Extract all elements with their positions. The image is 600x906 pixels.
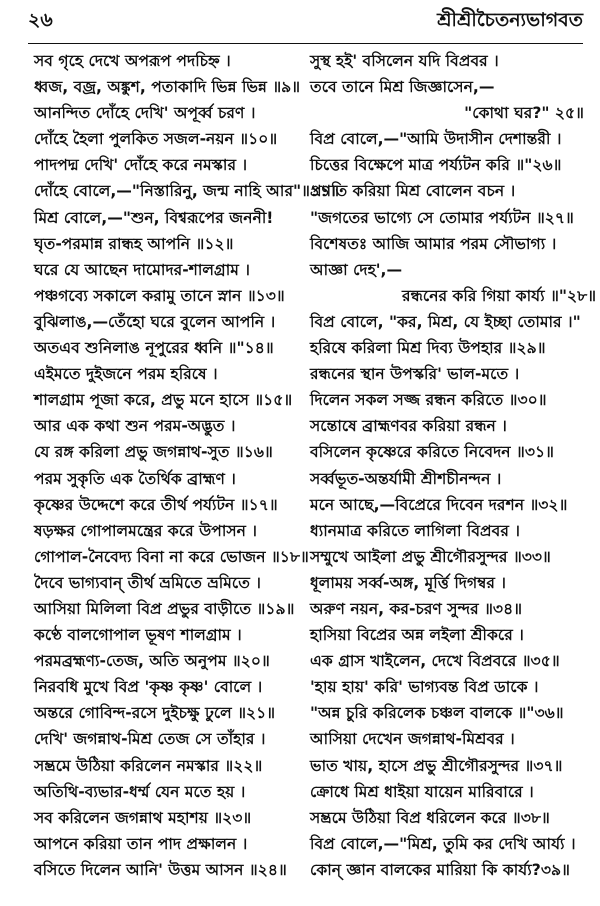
verse-line: অন্তরে গোবিন্দ-রসে দুইচক্ষু ঢুলে ॥২১॥ bbox=[34, 704, 276, 723]
verse-line: নিরবধি মুখে বিপ্র 'কৃষ্ণ কৃষ্ণ' বোলে । bbox=[34, 678, 263, 697]
verse-line: ধ্যানমাত্র করিতে লাগিলা বিপ্রবর । bbox=[310, 521, 520, 540]
verse-line: ষড়ক্ষর গোপালমন্ত্রের করে উপাসন । bbox=[34, 521, 257, 540]
verse-line: 'হায় হায়' করি' ভাগ্যবন্ত বিপ্র ডাকে । bbox=[310, 678, 539, 697]
verse-line: দিলেন সকল সজ্জ রন্ধন করিতে ॥৩০॥ bbox=[310, 391, 547, 410]
page-number: ২৬ bbox=[28, 9, 53, 31]
verse-line: বিশেষতঃ আজি আমার পরম সৌভাগ্য । bbox=[310, 234, 557, 253]
verse-line: কৃষ্ণের উদ্দেশে করে তীর্থ পর্য্যটন ॥১৭॥ bbox=[34, 495, 278, 514]
verse-line: বিপ্র বোলে, "কর, মিশ্র, যে ইচ্ছা তোমার ।" bbox=[310, 312, 581, 331]
verse-line: "জগতের ভাগ্যে সে তোমার পর্য্যটন ॥২৭॥ bbox=[310, 208, 574, 227]
verse-line: ঘৃত-পরমান্ন রান্ধহ আপনি ॥১২॥ bbox=[34, 234, 234, 253]
verse-line: মনে আছে,—বিপ্রেরে দিবেন দরশন ॥৩২॥ bbox=[310, 495, 568, 514]
verse-line: অরুণ নয়ন, কর-চরণ সুন্দর ॥৩৪॥ bbox=[310, 599, 523, 618]
right-verse-column bbox=[310, 48, 597, 883]
verse-line: অতএব শুনিলাঙ নূপুরের ধ্বনি ॥"১৪॥ bbox=[34, 339, 274, 358]
left-verse-column bbox=[34, 48, 340, 883]
verse-line: আসিয়া মিলিলা বিপ্র প্রভুর বাড়ীতে ॥১৯॥ bbox=[34, 599, 295, 618]
verse-line: দোঁহে হৈলা পুলকিত সজল-নয়ন ॥১০॥ bbox=[34, 130, 278, 149]
verse-line: পরমব্রহ্মণ্য-তেজ, অতি অনুপম ॥২০॥ bbox=[34, 652, 270, 671]
verse-line: "অন্ন চুরি করিলেক চঞ্চল বালকে ॥"৩৬॥ bbox=[310, 704, 564, 723]
verse-line: হাসিয়া বিপ্রের অন্ন লইলা শ্রীকরে । bbox=[310, 626, 524, 645]
verse-line: কণ্ঠে বালগোপাল ভূষণ শালগ্রাম । bbox=[34, 626, 242, 645]
verse-line: সব করিলেন জগন্নাথ মহাশয় ॥২৩॥ bbox=[34, 808, 252, 827]
verse-line: দোঁহে বোলে,—"নিস্তারিনু, জন্ম নাহি আর"॥১১॥ bbox=[34, 182, 340, 201]
verse-line: আর এক কথা শুন পরম-অদ্ভুত । bbox=[34, 417, 236, 436]
verse-line: সম্ভ্রমে উঠিয়া বিপ্র ধরিলেন করে ॥৩৮॥ bbox=[310, 808, 550, 827]
verse-line: দৈবে ভাগ্যবান্ তীর্থ ভ্রমিতে ভ্রমিতে । bbox=[34, 573, 261, 592]
verse-line: রন্ধনের করি গিয়া কার্য্য ॥"২৮॥ bbox=[402, 286, 597, 305]
verse-line: ঘরে যে আছেন দামোদর-শালগ্রাম । bbox=[34, 260, 250, 279]
verse-line: এক গ্রাস খাইলেন, দেখে বিপ্রবরে ॥৩৫॥ bbox=[310, 652, 560, 671]
verse-line: পাদপদ্ম দেখি' দোঁহে করে নমস্কার । bbox=[34, 156, 248, 175]
verse-line: সর্ব্বভূত-অন্তর্যামী শ্রীশচীনন্দন । bbox=[310, 469, 502, 488]
verse-line: সন্তোষে ব্রাহ্মণবর করিয়া রন্ধন । bbox=[310, 417, 507, 436]
page-header bbox=[28, 4, 583, 38]
verse-line: রন্ধনের স্থান উপস্করি' ভাল-মতে । bbox=[310, 365, 520, 384]
verse-line: বিপ্র বোলে,—"আমি উদাসীন দেশান্তরী । bbox=[310, 130, 562, 149]
header-rule bbox=[28, 43, 583, 44]
verse-line: ক্রোধে মিশ্র ধাইয়া যায়েন মারিবারে । bbox=[310, 782, 534, 801]
verse-line: এইমতে দুইজনে পরম হরিষে । bbox=[34, 365, 218, 384]
verse-line: বসিতে দিলেন আনি' উত্তম আসন ॥২৪॥ bbox=[34, 860, 287, 879]
verse-line: হরিষে করিলা মিশ্র দিব্য উপহার ॥২৯॥ bbox=[310, 339, 546, 358]
verse-line: শালগ্রাম পূজা করে, প্রভু মনে হাসে ॥১৫॥ bbox=[34, 391, 293, 410]
verse-line: অতিথি-ব্যভার-ধর্ম্ম যেন মতে হয় । bbox=[34, 782, 246, 801]
verse-line: পরম সুকৃতি এক তৈর্থিক ব্রাহ্মণ । bbox=[34, 469, 236, 488]
verse-line: আপনে করিয়া তান পাদ প্রক্ষালন । bbox=[34, 834, 248, 853]
verse-line: যে রঙ্গ করিলা প্রভু জগন্নাথ-সুত ॥১৬॥ bbox=[34, 443, 273, 462]
verse-line: প্রণতি করিয়া মিশ্র বোলেন বচন । bbox=[310, 182, 516, 201]
verse-line: সুস্থ হই' বসিলেন যদি বিপ্রবর । bbox=[310, 52, 499, 70]
verse-line: বুঝিলাঙ,—তেঁহো ঘরে বুলেন আপনি । bbox=[34, 312, 276, 331]
verse-line: কোন্ জ্ঞান বালকের মারিয়া কি কার্য্য?৩৯॥ bbox=[310, 860, 570, 879]
verse-line: পঞ্চগব্যে সকালে করামু তানে স্নান ॥১৩॥ bbox=[34, 286, 285, 305]
verse-line: চিত্তের বিক্ষেপে মাত্র পর্য্যটন করি ॥"২৬॥ bbox=[310, 156, 562, 175]
verse-line: সম্ভ্রমে উঠিয়া করিলেন নমস্কার ॥২২॥ bbox=[34, 756, 263, 775]
verse-line: সব গৃহে দেখে অপরূপ পদচিহ্ন । bbox=[34, 52, 231, 70]
running-title: শ্রীশ্রীচৈতন্যভাগবত bbox=[437, 9, 583, 31]
verse-line: ভাত খায়, হাসে প্রভু শ্রীগৌরসুন্দর ॥৩৭॥ bbox=[310, 756, 563, 775]
verse-line: সম্মুখে আইলা প্রভু শ্রীগৌরসুন্দর ॥৩৩॥ bbox=[310, 547, 551, 566]
verse-line: গোপাল-নৈবেদ্য বিনা না করে ভোজন ॥১৮॥ bbox=[34, 547, 309, 566]
verse-line: আনন্দিত দোঁহে দেখি' অপূর্ব্ব চরণ । bbox=[34, 104, 256, 123]
verse-line: আসিয়া দেখেন জগন্নাথ-মিশ্রবর । bbox=[310, 730, 515, 749]
verse-line: মিশ্র বোলে,—"শুন, বিশ্বরূপের জননী! bbox=[34, 208, 274, 227]
verse-line: দেখি' জগন্নাথ-মিশ্র তেজ সে তাঁহার । bbox=[34, 730, 266, 749]
verse-line: বসিলেন কৃষ্ণেরে করিতে নিবেদন ॥৩১॥ bbox=[310, 443, 554, 462]
verse-line: "কোথা ঘর?" ২৫॥ bbox=[464, 104, 584, 123]
verse-line: ধ্বজ, বজ্র, অঙ্কুশ, পতাকাদি ভিন্ন ভিন্ন ॥৯॥ bbox=[34, 78, 301, 97]
verse-line: বিপ্র বোলে,—"মিশ্র, তুমি কর দেখি আর্য্য । bbox=[310, 834, 576, 853]
verse-line: আজ্ঞা দেহ',— bbox=[310, 260, 403, 279]
verse-line: তবে তানে মিশ্র জিজ্ঞাসেন,— bbox=[310, 78, 495, 97]
verse-line: ধূলাময় সর্ব্ব-অঙ্গ, মূর্ত্তি দিগম্বর । bbox=[310, 573, 506, 592]
